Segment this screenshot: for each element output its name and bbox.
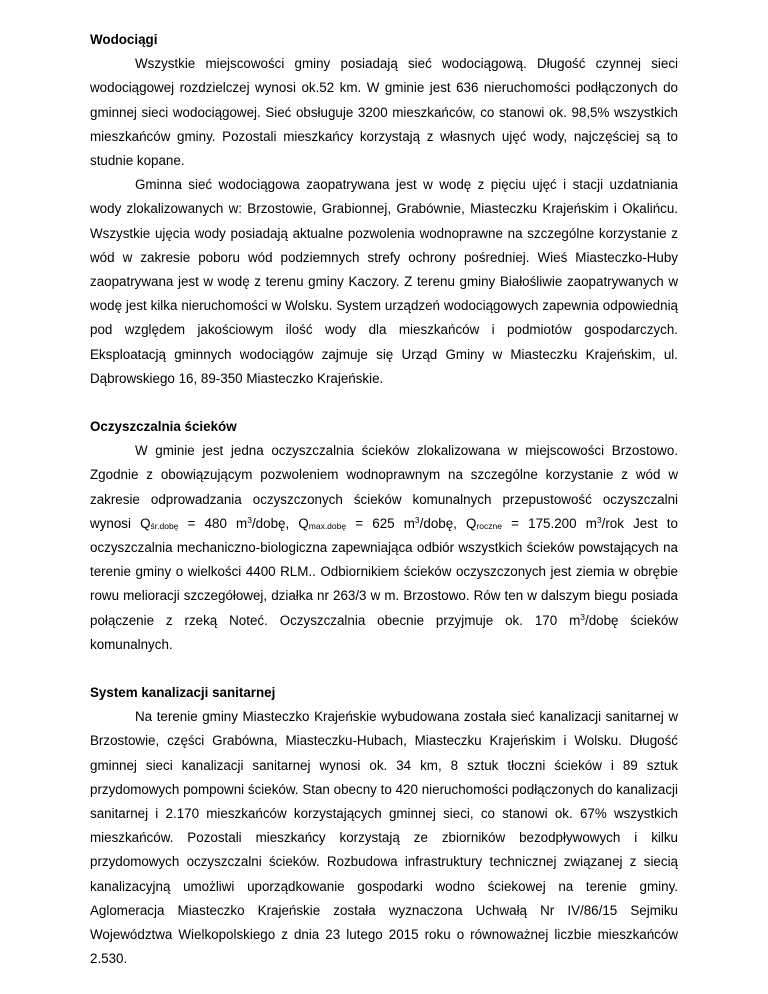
text-run: /dobę, Q — [251, 515, 309, 531]
section-kanalizacja — [90, 681, 678, 971]
section-heading: Oczyszczalnia ścieków — [90, 419, 237, 435]
text-run: = 480 m — [178, 515, 248, 531]
paragraph: Wszystkie miejscowości gminy posiadają sieć wodociągową. Długość czynnej sieci wodociągowej rozdzielczej wynosi ok.52 km. W gminie jest 636 nieruchomości podłączonych do gminnej sieci wodociągowej. Sieć obsługuje 3200 mieszkańców, co stanowi ok. 98,5% wszystkich mieszkańców gminy. Pozostali mieszkańcy korzystają z własnych ujęć wody, najczęściej są to studnie kopane. — [90, 56, 678, 168]
section-heading: System kanalizacji sanitarnej — [90, 685, 276, 701]
superscript: 3 — [414, 514, 420, 525]
superscript: 3 — [247, 514, 252, 525]
text-run: /dobę ścieków komunalnych. — [90, 612, 678, 652]
text-run: /dobę, Q — [419, 515, 477, 531]
text-run: = 625 m — [346, 515, 415, 531]
paragraph: Na terenie gminy Miasteczko Krajeńskie wybudowana została sieć kanalizacji sanitarnej w Brzostowie, części Grabówna, Miasteczku-Hubach, Miasteczku Krajeńskim i Wolsku. Długość gminnej sieci kanalizacji sanitarnej wynosi ok. 34 km, 8 sztuk tłoczni ścieków i 89 sztuk przydomowych pompowni ścieków. Stan obecny to 420 nieruchomości podłączonych do kanalizacji sanitarnej i 2.170 mieszkańców korzystających gminnej sieci, co stanowi ok. 67% wszystkich mieszkańców. Pozostali mieszkańcy korzystają ze zbiorników bezodpływowych i kilku przydomowych oczyszczalni ścieków. Rozbudowa infrastruktury technicznej związanej z siecią kanalizacyjną umożliwi uporządkowanie gospodarki wodno ściekowej na terenie gminy. Aglomeracja Miasteczko Krajeńskie została wyznaczona Uchwałą Nr IV/86/15 Sejmiku Województwa Wielkopolskiego z dnia 23 lutego 2015 roku o równoważnej liczbie mieszkańców 2.530. — [90, 709, 678, 967]
section-oczyszczalnia — [90, 415, 678, 657]
paragraph — [90, 439, 678, 657]
text-run: = 175.200 m — [501, 515, 597, 531]
document-page — [90, 28, 678, 971]
text-run: /rok Jest to oczyszczalnia mechaniczno-biologiczna zapewniająca odbiór wszystkich ścieków powstających na terenie gminy o wielkości 4400 RLM.. Odbiornikiem ścieków oczyszczonych jest ziemia w obrębie rowu melioracji szczegółowej, działka nr 263/3 w m. Brzostowo. Rów ten w dalszym biegu posiada połączenie z rzeką Noteć. Oczyszczalnia obecnie przyjmuje ok. 170 m — [90, 515, 678, 628]
text-run: W gminie jest jedna oczyszczalnia ścieków zlokalizowana w miejscowości Brzostowo. Zgodnie z obowiązującym pozwoleniem wodnoprawnym na szczególne korzystanie z wód w zakresie odprowadzania oczyszczonych ścieków komunalnych przepustowość oczyszczalni wynosi Q — [90, 443, 678, 531]
subscript: roczne — [476, 520, 502, 531]
section-wodociagi — [90, 28, 678, 391]
section-heading: Wodociągi — [90, 32, 158, 47]
superscript: 3 — [596, 514, 602, 525]
superscript: 3 — [580, 611, 585, 622]
subscript: max.dobę — [308, 520, 347, 531]
paragraph: Gminna sieć wodociągowa zaopatrywana jest w wodę z pięciu ujęć i stacji uzdatniania wody zlokalizowanych w: Brzostowie, Grabionnej, Grabównie, Miasteczku Krajeńskim i Okalińcu. Wszystkie ujęcia wody posiadają aktualne pozwolenia wodnoprawne na szczególne korzystanie z wód w zakresie poboru wód podziemnych strefy ochrony pośredniej. Wieś Miasteczko-Huby zaopatrywana jest w wodę z terenu gminy Kaczory. Z terenu gminy Białośliwie zaopatrywanych w wodę jest kilka nieruchomości w Wolsku. System urządzeń wodociągowych zapewnia odpowiednią pod względem jakościowym ilość wody dla mieszkańców i podmiotów gospodarczych. Eksploatacją gminnych wodociągów zajmuje się Urząd Gminy w Miasteczku Krajeńskim, ul. Dąbrowskiego 16, 89-350 Miasteczko Krajeńskie. — [90, 177, 678, 386]
subscript: śr.dobę — [150, 520, 179, 531]
